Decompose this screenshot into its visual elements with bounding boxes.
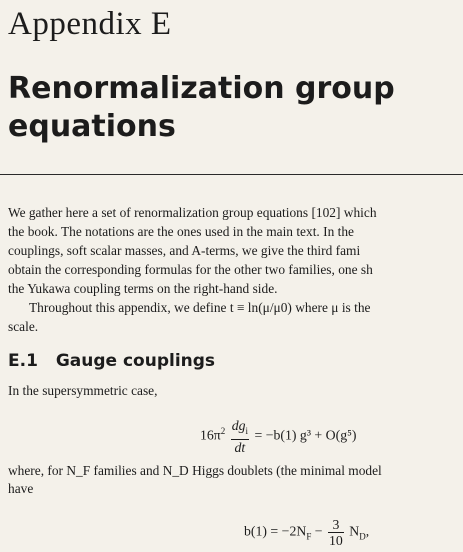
eq1-denominator: dt — [234, 439, 246, 455]
intro-line: couplings, soft scalar masses, and A-terms, we give the third fami — [8, 243, 361, 258]
intro-paragraph — [8, 203, 463, 336]
section-heading — [8, 351, 215, 371]
intro-line: the book. The notations are the ones used in the main text. In the — [8, 224, 354, 239]
eq2-numerator: 3 — [328, 517, 344, 533]
eq2-fraction — [328, 517, 344, 548]
eq1-numerator: dg — [231, 418, 246, 433]
eq2-lhs: b(1) = — [244, 523, 279, 539]
eq1-fraction: $\frac{dg_i}{dt}$ — [231, 418, 249, 455]
section-text-line-1: where, for N_F families and N_D Higgs doublets (the minimal model — [8, 463, 382, 478]
eq2-denominator: 10 — [329, 533, 343, 548]
section-title: Gauge couplings — [55, 351, 216, 371]
section-intro-text: In the supersymmetric case, — [8, 383, 158, 398]
intro-line: the Yukawa coupling terms on the right-hand side. — [8, 281, 278, 296]
equation-1: $16\pi^2$ $\frac{dg_i}{dt}$ = −b(1) g³ + O(g⁵) — [200, 418, 357, 455]
appendix-label: Appendix E — [8, 6, 172, 42]
section-number: E.1 — [8, 351, 38, 371]
eq1-rhs: = −b(1) g³ + O(g⁵) — [254, 427, 357, 443]
title-line-2: equations — [8, 109, 176, 144]
title-rule — [0, 174, 463, 175]
equation-2: $b(1) = -2N_F$ − $\frac{3}{10}$ $N_D$, — [244, 517, 370, 548]
page-title — [8, 70, 395, 146]
section-text-line-2: have — [8, 481, 34, 496]
eq2-rhs-end: N — [349, 523, 360, 539]
intro-line: Throughout this appendix, we define t ≡ ln(μ/μ0) where μ is the — [29, 300, 371, 315]
title-line-1: Renormalization group — [8, 71, 395, 106]
intro-line: We gather here a set of renormalization group equations [102] which — [8, 205, 377, 220]
intro-line: obtain the corresponding formulas for the other two families, one sh — [8, 262, 373, 277]
eq2-rhs-start: −2N — [281, 523, 307, 539]
eq1-prefix: 16π — [200, 427, 221, 443]
intro-line: scale. — [8, 319, 39, 334]
